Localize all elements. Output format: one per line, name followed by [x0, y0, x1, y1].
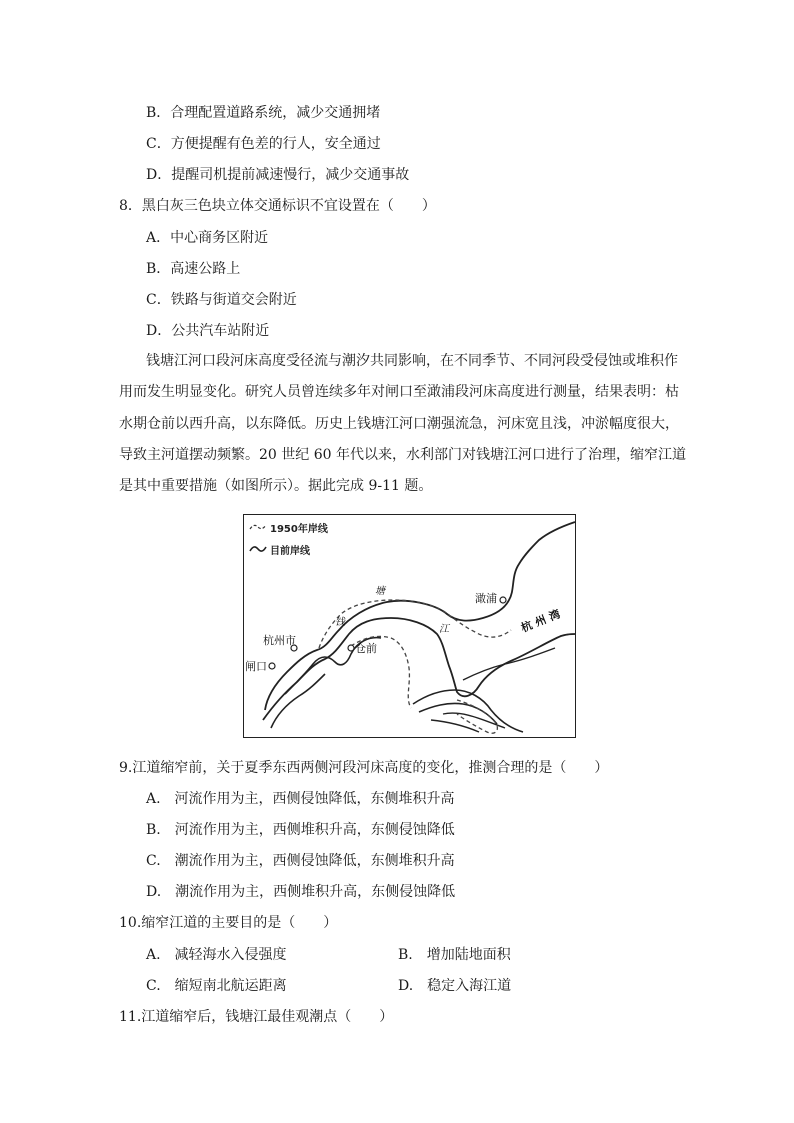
river-name-char-3: 江 [439, 624, 449, 635]
bay-name-char-1: 杭 [519, 618, 535, 635]
option-c: C．方便提醒有色差的行人，安全通过 [146, 136, 381, 152]
question-8-stem: 8．黑白灰三色块立体交通标识不宜设置在（ ） [119, 198, 436, 214]
legend-current-label: 目前岸线 [270, 546, 310, 557]
cangqian-marker [348, 645, 354, 651]
label-hangzhou: 杭州市 [263, 634, 296, 647]
question-10-option-b: B. 增加陆地面积 [398, 947, 511, 963]
question-9-option-c: C. 潮流作用为主，西侧侵蚀降低，东侧堆积升高 [146, 853, 455, 869]
question-8-option-c: C．铁路与街道交会附近 [146, 292, 297, 308]
question-11-stem: 11.江道缩窄后，钱塘江最佳观潮点（ ） [119, 1009, 394, 1025]
question-8-option-b: B．高速公路上 [146, 261, 241, 277]
question-9-option-a: A. 河流作用为主，西侧侵蚀降低，东侧堆积升高 [146, 791, 455, 807]
passage-line-3: 水期仓前以西升高，以东降低。历史上钱塘江河口潮强流急，河床宽且浅，冲淤幅度很大， [119, 416, 679, 432]
river-name-char-1: 钱 [335, 617, 345, 628]
question-9-option-b: B. 河流作用为主，西侧堆积升高，东侧侵蚀降低 [146, 822, 455, 838]
option-b: B．合理配置道路系统，减少交通拥堵 [146, 105, 381, 121]
question-8-option-a: A．中心商务区附近 [146, 230, 269, 246]
question-8-option-d: D．公共汽车站附近 [146, 323, 270, 339]
label-cangqian: 仓前 [355, 642, 377, 655]
ganpu-marker [500, 597, 506, 603]
zhakou-marker [269, 663, 275, 669]
label-ganpu: 澉浦 [475, 592, 497, 605]
passage-line-1: 钱塘江河口段河床高度受径流与潮汐共同影响，在不同季节、不同河段受侵蚀或堆积作 [146, 353, 678, 369]
passage-line-4: 导致主河道摆动频繁。20 世纪 60 年代以来，水利部门对钱塘江河口进行了治理，缩窄江道 [119, 447, 686, 463]
river-name-char-2: 塘 [375, 586, 385, 597]
question-10-option-c: C. 缩短南北航运距离 [146, 978, 287, 994]
question-10-stem: 10.缩窄江道的主要目的是（ ） [119, 915, 338, 931]
bay-name-char-2: 州 [533, 612, 549, 630]
label-zhakou: 闸口 [245, 660, 267, 673]
question-10-option-d: D. 稳定入海江道 [398, 978, 512, 994]
passage-line-2: 用而发生明显变化。研究人员曾连续多年对闸口至澉浦段河床高度进行测量，结果表明：枯 [119, 384, 679, 400]
legend-1950-label: 1950年岸线 [270, 524, 328, 535]
question-10-option-a: A. 减轻海水入侵强度 [146, 947, 287, 963]
option-d: D．提醒司机提前减速慢行，减少交通事故 [146, 167, 410, 183]
question-9-stem: 9.江道缩窄前，关于夏季东西两侧河段河床高度的变化，推测合理的是（ ） [119, 760, 609, 776]
bay-name-char-3: 湾 [547, 607, 563, 624]
question-9-option-d: D. 潮流作用为主，西侧堆积升高，东侧侵蚀降低 [146, 884, 456, 900]
passage-line-5: 是其中重要措施（如图所示）。据此完成 9-11 题。 [119, 478, 433, 494]
qiantang-estuary-map [243, 514, 576, 738]
